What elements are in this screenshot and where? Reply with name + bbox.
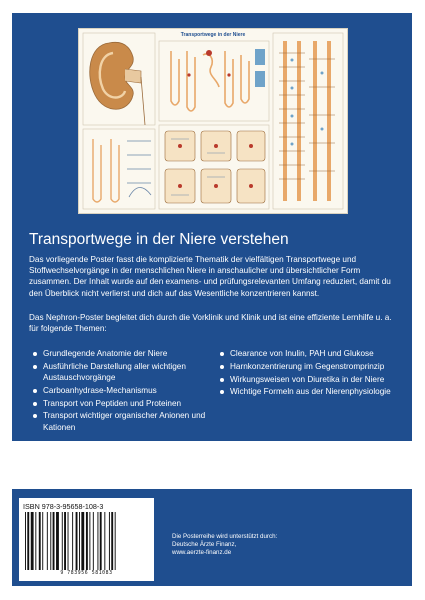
sponsor-url: www.aerzte-finanz.de xyxy=(172,549,232,556)
topic-item: Grundlegende Anatomie der Niere xyxy=(33,348,211,359)
back-info-panel xyxy=(12,489,412,586)
bullet-icon xyxy=(220,378,224,382)
intro-paragraph: Das vorliegende Poster fasst die komplizierte Thematik der vielfältigen Transportwege und Stoffwechselvorgänge in der menschlichen Niere in anschaulicher und übersichtlicher Form zusammen. Der Inhalt wurde auf den examens- und prüfungsrelevanten Umfang reduziert, damit du den Überblick nicht verlierst und dich auf das Wesentliche konzentrieren kannst. xyxy=(29,255,391,298)
topic-item: Clearance von Inulin, PAH und Glukose xyxy=(220,348,400,359)
topic-item: Transport wichtiger organischer Anionen und Kationen xyxy=(33,410,211,432)
kidney-diagram xyxy=(90,42,145,125)
isbn-label: ISBN 978-3-95658-108-3 xyxy=(23,502,104,511)
topic-item: Transport von Peptiden und Proteinen xyxy=(33,398,211,409)
topic-item: Carboanhydrase-Mechanismus xyxy=(33,385,211,396)
poster-title: Transportwege in der Niere xyxy=(180,32,246,38)
barcode-digits: 9 783956 581083 xyxy=(60,571,113,576)
bullet-icon xyxy=(33,402,37,406)
barcode-icon xyxy=(23,512,150,570)
cover-panel xyxy=(12,13,412,441)
bullet-icon xyxy=(220,365,224,369)
topic-item: Ausführliche Darstellung aller wichtigen Austauschvorgänge xyxy=(33,361,211,383)
isbn-block xyxy=(19,498,154,581)
sponsor-heading: Die Posterreihe wird unterstützt durch: xyxy=(172,533,278,540)
bullet-icon xyxy=(220,390,224,394)
poster-thumbnail xyxy=(78,28,348,214)
bullet-icon xyxy=(33,365,37,369)
topic-item: Wirkungsweisen von Diuretika in der Niere xyxy=(220,374,400,385)
topic-item: Wichtige Formeln aus der Nierenphysiologie xyxy=(220,386,400,397)
sponsor-name: Deutsche Ärzte Finanz, xyxy=(172,541,237,548)
bullet-icon xyxy=(33,414,37,418)
bullet-icon xyxy=(220,352,224,356)
topics-intro-paragraph: Das Nephron-Poster begleitet dich durch die Vorklinik und Klinik und ist eine effiziente Lernhilfe u. a. für folgende Themen: xyxy=(29,313,392,334)
topics-list-left xyxy=(33,348,211,434)
topics-list-right xyxy=(220,348,400,399)
cover-title: Transportwege in der Niere verstehen xyxy=(29,231,289,248)
bullet-icon xyxy=(33,352,37,356)
sponsor-note xyxy=(172,533,372,557)
topic-item: Harnkonzentrierung im Gegenstromprinzip xyxy=(220,361,400,372)
poster-illustration xyxy=(79,29,347,213)
bullet-icon xyxy=(33,389,37,393)
